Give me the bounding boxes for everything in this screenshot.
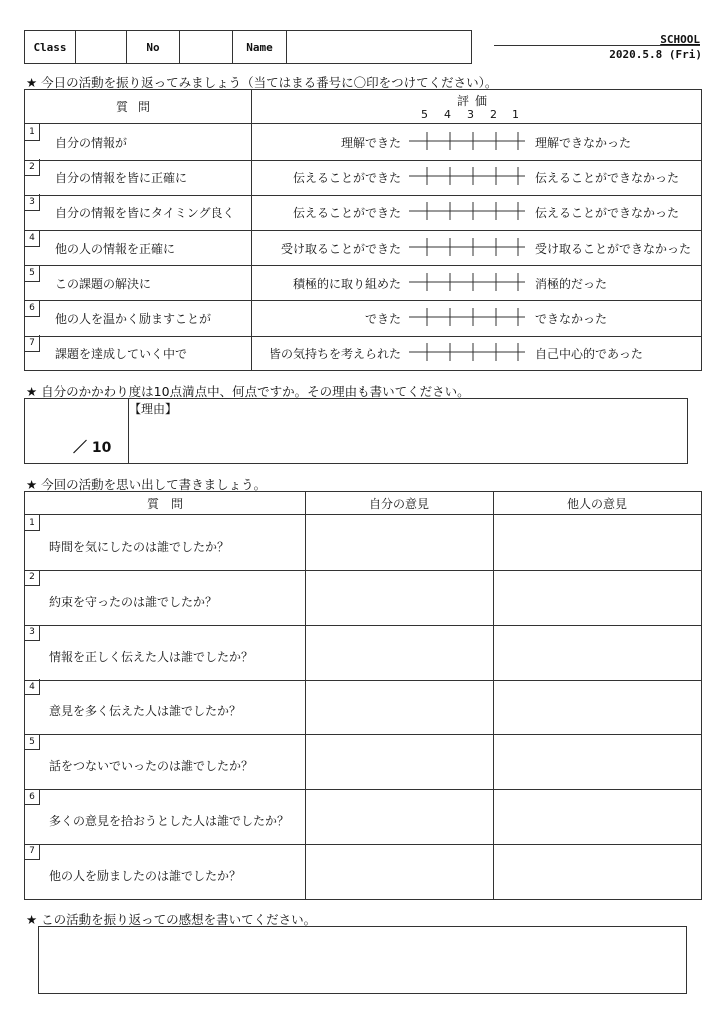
evaluation-question: 自分の情報を皆に正確に bbox=[55, 171, 188, 186]
positive-label: 積極的に取り組めた bbox=[292, 276, 401, 291]
others-opinion-header: 他人の意見 bbox=[566, 496, 627, 511]
rating-scale[interactable] bbox=[407, 306, 527, 328]
row-number: 3 bbox=[25, 194, 40, 211]
reflection-question-header: 質 問 bbox=[146, 496, 183, 511]
evaluation-row bbox=[25, 265, 701, 302]
evaluation-question: 自分の情報を皆にタイミング良く bbox=[55, 206, 235, 221]
negative-label: 伝えることができなかった bbox=[535, 171, 680, 186]
reflection-table bbox=[24, 491, 702, 900]
reflection-row bbox=[25, 734, 701, 790]
row-divider bbox=[251, 124, 252, 160]
evaluation-row bbox=[25, 159, 701, 196]
rating-scale[interactable] bbox=[407, 271, 527, 293]
row-number: 7 bbox=[25, 844, 40, 860]
evaluation-row bbox=[25, 124, 701, 161]
evaluation-table bbox=[24, 89, 702, 371]
name-field[interactable] bbox=[287, 31, 471, 63]
reflection-question: 情報を正しく伝えた人は誰でしたか？ bbox=[49, 649, 254, 664]
evaluation-question: この課題の解決に bbox=[55, 276, 152, 291]
row-divider bbox=[251, 300, 252, 336]
reflection-row bbox=[25, 625, 701, 681]
positive-label: できた bbox=[364, 312, 401, 326]
row-number: 4 bbox=[25, 230, 40, 247]
section3-title: ★ 今回の活動を思い出して書きましょう。 bbox=[26, 477, 267, 492]
positive-label: 伝えることができた bbox=[292, 171, 401, 186]
scale-1: 1 bbox=[512, 108, 519, 121]
evaluation-row bbox=[25, 230, 701, 267]
negative-label: 理解できなかった bbox=[535, 136, 632, 150]
reflection-question: 意見を多く伝えた人は誰でしたか？ bbox=[49, 704, 242, 719]
row-number: 2 bbox=[25, 159, 40, 176]
row-number: 1 bbox=[25, 124, 40, 141]
row-number: 6 bbox=[25, 300, 40, 317]
negative-label: 受け取ることができなかった bbox=[535, 241, 692, 256]
self-opinion-header: 自分の意見 bbox=[368, 496, 429, 511]
scale-3: 3 bbox=[467, 108, 474, 121]
evaluation-row bbox=[25, 300, 701, 337]
row-divider bbox=[251, 159, 252, 195]
row-divider bbox=[251, 230, 252, 266]
negative-label: 伝えることができなかった bbox=[535, 206, 680, 221]
section2-title: ★ 自分のかかわり度は10点満点中、何点ですか。その理由も書いてください。 bbox=[26, 384, 470, 399]
positive-label: 伝えることができた bbox=[292, 206, 401, 221]
scale-4: 4 bbox=[444, 108, 451, 121]
evaluation-row bbox=[25, 335, 701, 371]
scale-2: 2 bbox=[490, 108, 497, 121]
row-number: 1 bbox=[25, 515, 40, 531]
reflection-row bbox=[25, 789, 701, 845]
positive-label: 受け取ることができた bbox=[280, 241, 401, 256]
evaluation-question: 自分の情報が bbox=[55, 136, 128, 150]
reflection-question: 時間を気にしたのは誰でしたか？ bbox=[49, 540, 230, 554]
rating-scale[interactable] bbox=[407, 200, 527, 222]
class-field[interactable] bbox=[76, 31, 127, 63]
section4-title: ★ この活動を振り返っての感想を書いてください。 bbox=[26, 912, 317, 927]
school-name: SCHOOL bbox=[660, 33, 700, 46]
rating-scale[interactable] bbox=[407, 130, 527, 152]
section1-title: ★ 今日の活動を振り返ってみましょう（当てはまる番号に〇印をつけてください）。 bbox=[26, 75, 498, 90]
reflection-row bbox=[25, 679, 701, 735]
reflection-question: 多くの意見を拾おうとした人は誰でしたか？ bbox=[49, 814, 290, 828]
no-field[interactable] bbox=[180, 31, 233, 63]
reflection-question: 約束を守ったのは誰でしたか？ bbox=[49, 594, 218, 609]
positive-label: 皆の気持ちを考えられた bbox=[268, 347, 401, 362]
score-field[interactable] bbox=[25, 399, 129, 463]
negative-label: 消極的だった bbox=[535, 276, 608, 291]
reflection-table-header bbox=[25, 492, 701, 515]
score-box bbox=[24, 398, 688, 464]
evaluation-table-header bbox=[25, 90, 701, 124]
row-number: 5 bbox=[25, 265, 40, 282]
class-label: Class bbox=[25, 31, 76, 63]
row-divider bbox=[251, 335, 252, 371]
row-number: 5 bbox=[25, 734, 40, 750]
score-out-of-ten: ／ 10 bbox=[73, 440, 112, 456]
positive-label: 理解できた bbox=[340, 136, 401, 150]
row-divider bbox=[251, 194, 252, 230]
evaluation-row bbox=[25, 194, 701, 231]
evaluation-header: 評価 bbox=[457, 94, 494, 108]
no-label: No bbox=[127, 31, 180, 63]
rating-scale[interactable] bbox=[407, 236, 527, 258]
reflection-question: 話をつないでいったのは誰でしたか？ bbox=[49, 759, 254, 774]
student-info-box bbox=[24, 30, 472, 64]
row-number: 4 bbox=[25, 679, 40, 695]
row-number: 3 bbox=[25, 625, 40, 641]
question-header: 質問 bbox=[25, 90, 252, 123]
reflection-row bbox=[25, 570, 701, 626]
date: 2020.5.8 (Fri) bbox=[609, 48, 702, 61]
name-label: Name bbox=[233, 31, 287, 63]
row-divider bbox=[251, 265, 252, 301]
row-number: 6 bbox=[25, 789, 40, 805]
evaluation-question: 他の人の情報を正確に bbox=[55, 241, 176, 256]
reflection-row bbox=[25, 515, 701, 571]
negative-label: 自己中心的であった bbox=[535, 347, 643, 362]
row-number: 7 bbox=[25, 335, 40, 352]
row-number: 2 bbox=[25, 570, 40, 586]
reason-label: 【理由】 bbox=[129, 402, 178, 416]
impressions-box[interactable] bbox=[38, 926, 687, 994]
evaluation-question: 他の人を温かく励ますことが bbox=[55, 312, 212, 326]
reflection-row bbox=[25, 844, 701, 899]
scale-5: 5 bbox=[421, 108, 428, 121]
rating-scale[interactable] bbox=[407, 165, 527, 187]
negative-label: できなかった bbox=[535, 312, 608, 326]
evaluation-question: 課題を達成していく中で bbox=[55, 347, 188, 362]
reflection-question: 他の人を励ましたのは誰でしたか？ bbox=[49, 868, 242, 883]
rating-scale[interactable] bbox=[407, 341, 527, 363]
